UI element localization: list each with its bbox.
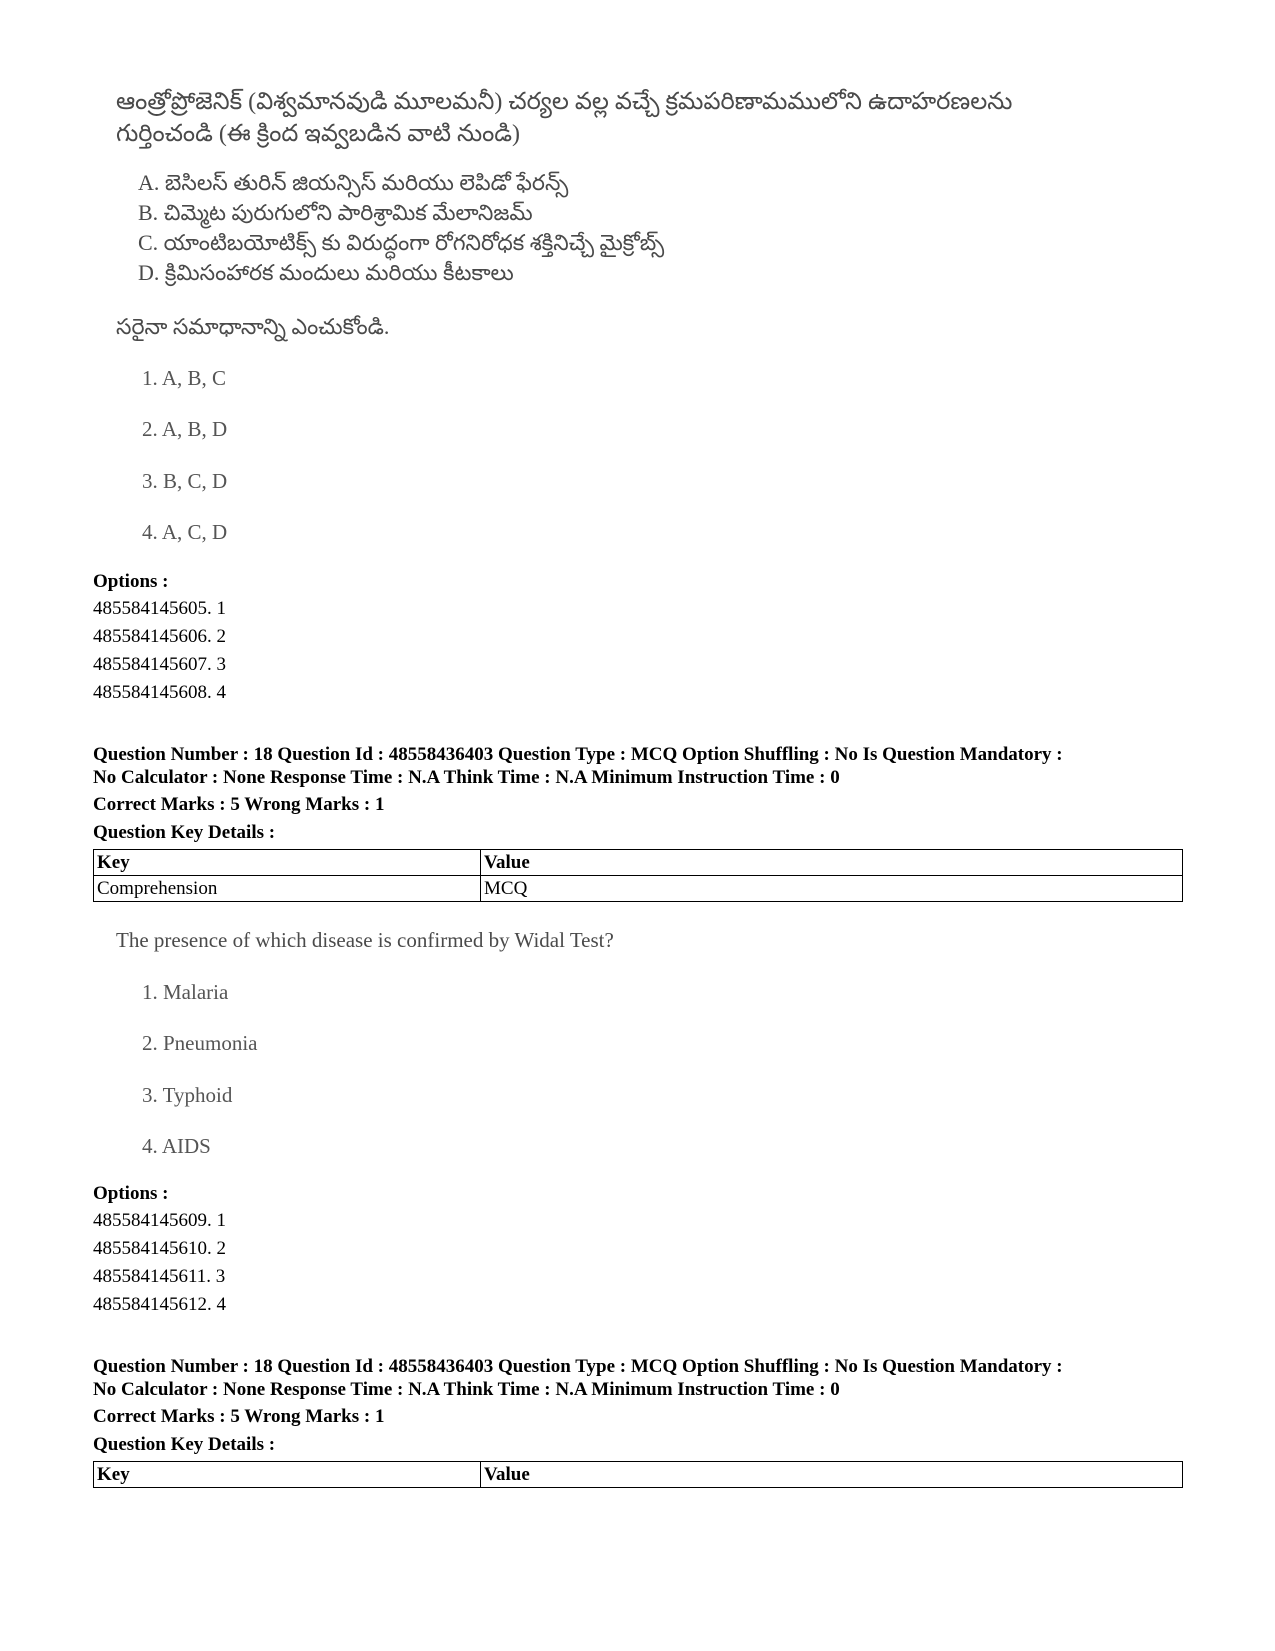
choice-2: 2. A, B, D xyxy=(142,417,228,441)
meta-line-2: No Calculator : None Response Time : N.A Think Time : N.A Minimum Instruction Time : 0 xyxy=(93,767,840,788)
statement-a: A. బెసిలస్ తురిన్ జియన్సిస్ మరియు లెపిడో ఫేరన్స్ xyxy=(138,170,569,195)
table-header-key: Key xyxy=(94,850,481,876)
marks-line: Correct Marks : 5 Wrong Marks : 1 xyxy=(93,1406,385,1427)
choice-1: 1. A, B, C xyxy=(142,366,227,390)
option-id: 485584145611. 3 xyxy=(93,1266,226,1287)
choice-3: 3. B, C, D xyxy=(142,469,228,493)
table-header-row xyxy=(94,850,1183,876)
choice-4: 4. AIDS xyxy=(142,1134,211,1158)
table-header-value: Value xyxy=(481,850,1183,876)
choice-2: 2. Pneumonia xyxy=(142,1031,258,1055)
meta-line-1: Question Number : 18 Question Id : 48558436403 Question Type : MCQ Option Shuffling : No Is Question Mandatory : xyxy=(93,744,1063,765)
option-id: 485584145605. 1 xyxy=(93,598,226,619)
key-details-label: Question Key Details : xyxy=(93,822,276,843)
option-id: 485584145608. 4 xyxy=(93,682,226,703)
option-id: 485584145612. 4 xyxy=(93,1294,226,1315)
marks-line: Correct Marks : 5 Wrong Marks : 1 xyxy=(93,794,385,815)
meta-line-2: No Calculator : None Response Time : N.A Think Time : N.A Minimum Instruction Time : 0 xyxy=(93,1379,840,1400)
table-row xyxy=(94,876,1183,902)
statement-d: D. క్రిమిసంహారక మందులు మరియు కీటకాలు xyxy=(138,260,514,285)
question-meta xyxy=(93,1355,1193,1401)
table-header-key: Key xyxy=(94,1462,481,1488)
key-value-table xyxy=(93,849,1183,902)
choice-3: 3. Typhoid xyxy=(142,1083,233,1107)
option-id: 485584145610. 2 xyxy=(93,1238,226,1259)
statement-b: B. చిమ్మెట పురుగులోని పారిశ్రామిక మేలానిజమ్ xyxy=(138,200,533,225)
key-details-label: Question Key Details : xyxy=(93,1434,276,1455)
option-id: 485584145607. 3 xyxy=(93,654,226,675)
meta-line-1: Question Number : 18 Question Id : 48558436403 Question Type : MCQ Option Shuffling : No Is Question Mandatory : xyxy=(93,1356,1063,1377)
question-meta xyxy=(93,743,1193,789)
table-cell-key: Comprehension xyxy=(94,876,481,902)
question-text: The presence of which disease is confirmed by Widal Test? xyxy=(116,928,614,952)
answer-prompt: సరైనా సమాధానాన్ని ఎంచుకోండి. xyxy=(116,314,390,339)
question-stem xyxy=(116,86,1116,150)
statement-c: C. యాంటిబయోటిక్స్ కు విరుద్ధంగా రోగనిరోధక శక్తినిచ్చే మైక్రోబ్స్ xyxy=(138,230,665,255)
choice-4: 4. A, C, D xyxy=(142,520,228,544)
table-header-value: Value xyxy=(481,1462,1183,1488)
choice-1: 1. Malaria xyxy=(142,980,229,1004)
options-label: Options : xyxy=(93,1183,169,1204)
table-cell-value: MCQ xyxy=(481,876,1183,902)
option-id: 485584145609. 1 xyxy=(93,1210,226,1231)
key-value-table xyxy=(93,1461,1183,1488)
option-id: 485584145606. 2 xyxy=(93,626,226,647)
table-header-row xyxy=(94,1462,1183,1488)
stem-line-1: ఆంత్రోప్రోజెనిక్ (విశ్వమానవుడి మూలమనీ) చర్యల వల్ల వచ్చే క్రమపరిణామములోని ఉదాహరణలను xyxy=(116,89,1013,115)
stem-line-2: గుర్తించండి (ఈ క్రింద ఇవ్వబడిన వాటి నుండి) xyxy=(116,121,521,147)
options-label: Options : xyxy=(93,571,169,592)
